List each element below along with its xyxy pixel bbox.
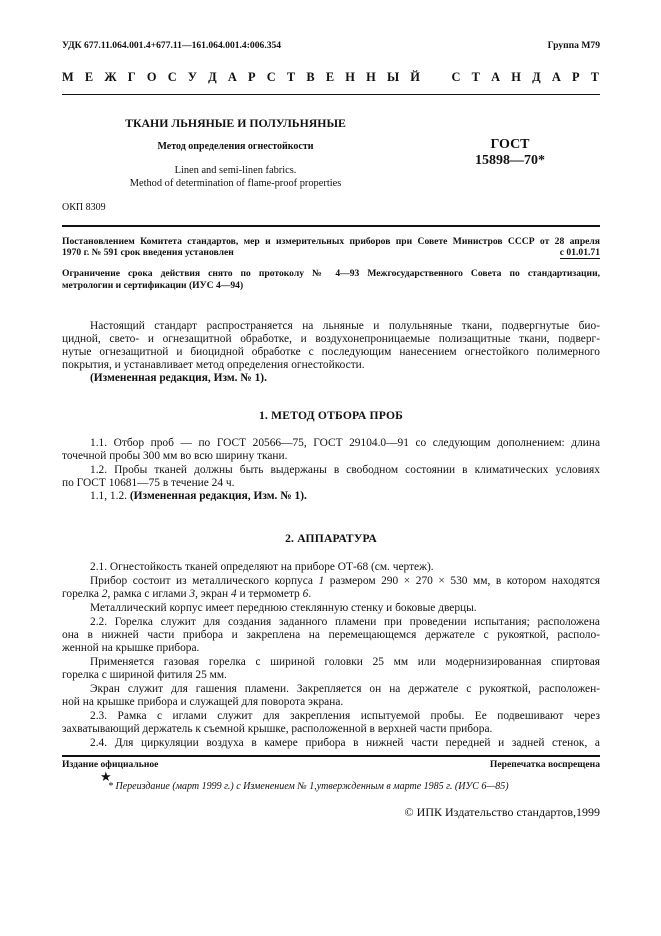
s1-edit-items: 1.1, 1.2.	[90, 490, 128, 502]
s1-p1-line-1: 1.1. Отбор проб — по ГОСТ 20566—75, ГОСТ 29104.0—91 со следующим дополнением: длина	[90, 437, 600, 449]
doc-title-en-2: Method of determination of flame-proof properties	[129, 178, 342, 189]
s2-text: и термометр	[236, 588, 303, 600]
reprint-prohibited: Перепечатка воспрещена	[489, 759, 600, 770]
s2-p2-text-2: размером 290 × 270 × 530 мм, в котором находятся	[324, 575, 600, 587]
intro-line-1: Настоящий стандарт распространяется на льняные и полульняные ткани, подвергнутые био-	[90, 320, 600, 332]
thick-rule	[62, 225, 600, 227]
s2-p5-line-2: горелка с шириной фитиля 25 мм.	[62, 669, 227, 681]
intro-line-2: цидной, свето- и огнезащитной обработке, и воздухонепроницаемые полизащитные ткани, подверг-	[62, 333, 600, 345]
s2-p4-line-1: 2.2. Горелка служит для создания заданного пламени при проведении испытания; расположена	[90, 616, 600, 628]
s2-p2-line-1	[90, 575, 600, 589]
s2-p6-line-1: Экран служит для гашения пламени. Закрепляется он на держателе с рукояткой, расположен-	[90, 683, 600, 695]
s2-p4-line-3: женной на крышке прибора.	[62, 642, 200, 654]
s2-p5-line-1: Применяется газовая горелка с шириной головки 25 мм или модернизированная спиртовая	[90, 656, 600, 668]
limit-line-1: Ограничение срока действия снято по протоколу № 4—93 Межгосударственного Совета по стандартизации,	[62, 268, 600, 279]
s2-ref-2: 2	[101, 588, 108, 600]
s1-p1-line-2: точечной пробы 300 мм во всю ширину ткани.	[62, 450, 288, 462]
top-rule	[62, 94, 600, 95]
doc-title: ТКАНИ ЛЬНЯНЫЕ И ПОЛУЛЬНЯНЫЕ	[125, 116, 346, 130]
s2-text: , экран	[195, 588, 231, 600]
s2-ref-3: 3	[189, 588, 196, 600]
s2-text: , рамка с иглами	[107, 588, 190, 600]
standard-banner: М Е Ж Г О С У Д А Р С Т В Е Н Н Ы Й С Т А Н Д А Р Т	[62, 70, 600, 84]
s2-ref-6: 6	[302, 588, 309, 600]
decree-effective-date: с 01.01.71	[559, 247, 600, 258]
section-1-heading: 1. МЕТОД ОТБОРА ПРОБ	[258, 409, 404, 422]
decree-line-1: Постановлением Комитета стандартов, мер и измерительных приборов при Совете Министров СССР от 28 апреля	[62, 236, 600, 247]
gost-number: 15898—70*	[475, 153, 545, 168]
s2-p8-line-1: 2.4. Для циркуляции воздуха в камере прибора в нижней части передней и задней стенок, а	[90, 737, 600, 749]
intro-edit-note: (Измененная редакция, Изм. № 1).	[90, 372, 267, 384]
s2-p2-text: Прибор состоит из металлического корпуса	[90, 575, 319, 587]
copyright: © ИПК Издательство стандартов,1999	[404, 805, 600, 819]
okp-code: ОКП 8309	[62, 202, 106, 213]
gost-label: ГОСТ	[490, 137, 530, 152]
s1-edit-note	[90, 490, 600, 504]
s2-p4-line-2: она в нижней части прибора и закреплена на перемещающемся держателе с рукояткой, располо-	[62, 629, 600, 641]
s2-p2-line-2	[62, 588, 600, 602]
intro-line-4: покрытия, и устанавливает метод определения огнестойкости.	[62, 359, 365, 371]
s2-p3: Металлический корпус имеет переднюю стеклянную стенку и боковые дверцы.	[90, 602, 477, 614]
footer-rule	[62, 755, 600, 757]
s1-edit-text: (Измененная редакция, Изм. № 1).	[129, 490, 307, 502]
s1-p2-line-2: по ГОСТ 10681—75 в течение 24 ч.	[62, 477, 235, 489]
s1-p2-line-1: 1.2. Пробы тканей должны быть выдержаны в свободном состоянии в климатических условиях	[90, 464, 600, 476]
s2-p1: 2.1. Огнестойкость тканей определяют на приборе ОТ-68 (см. чертеж).	[90, 561, 434, 573]
s2-p2-ref-1: 1	[318, 575, 325, 587]
official-edition: Издание официальное	[62, 759, 159, 770]
limit-line-2: метрологии и сертификации (ИУС 4—94)	[62, 280, 244, 291]
decree-line-2	[62, 247, 600, 258]
doc-subtitle: Метод определения огнестойкости	[157, 141, 314, 152]
udk-code: УДК 677.11.064.001.4+677.11—161.064.001.4:006.354	[62, 40, 282, 51]
s2-text: .	[308, 588, 312, 600]
s2-ref-4: 4	[230, 588, 237, 600]
s2-p6-line-2: ной на крышке прибора и служащей для поворота экрана.	[62, 696, 344, 708]
decree-date: 1970 г. № 591 срок введения установлен	[62, 247, 234, 258]
intro-line-3: нутые огнезащитной и биоцидной обработке с последующим нанесением огнестойкого полимерного	[62, 346, 600, 358]
doc-title-en-1: Linen and semi-linen fabrics.	[174, 165, 297, 176]
section-2-heading: 2. АППАРАТУРА	[285, 532, 377, 545]
s2-p7-line-2: захватывающий держатель к съемной крышке, расположенной в верхней части прибора.	[62, 723, 493, 735]
s2-p7-line-1: 2.3. Рамка с иглами служит для закрепления испытуемой пробы. Ее подвешивают через	[90, 710, 600, 722]
group-code: Группа М79	[547, 40, 600, 51]
s2-text: горелка	[62, 588, 102, 600]
reissue-note: * Переиздание (март 1999 г.) с Изменением № 1,утвержденным в марте 1985 г. (ИУС 6—85)	[108, 781, 509, 792]
star-icon: ★	[100, 769, 112, 784]
